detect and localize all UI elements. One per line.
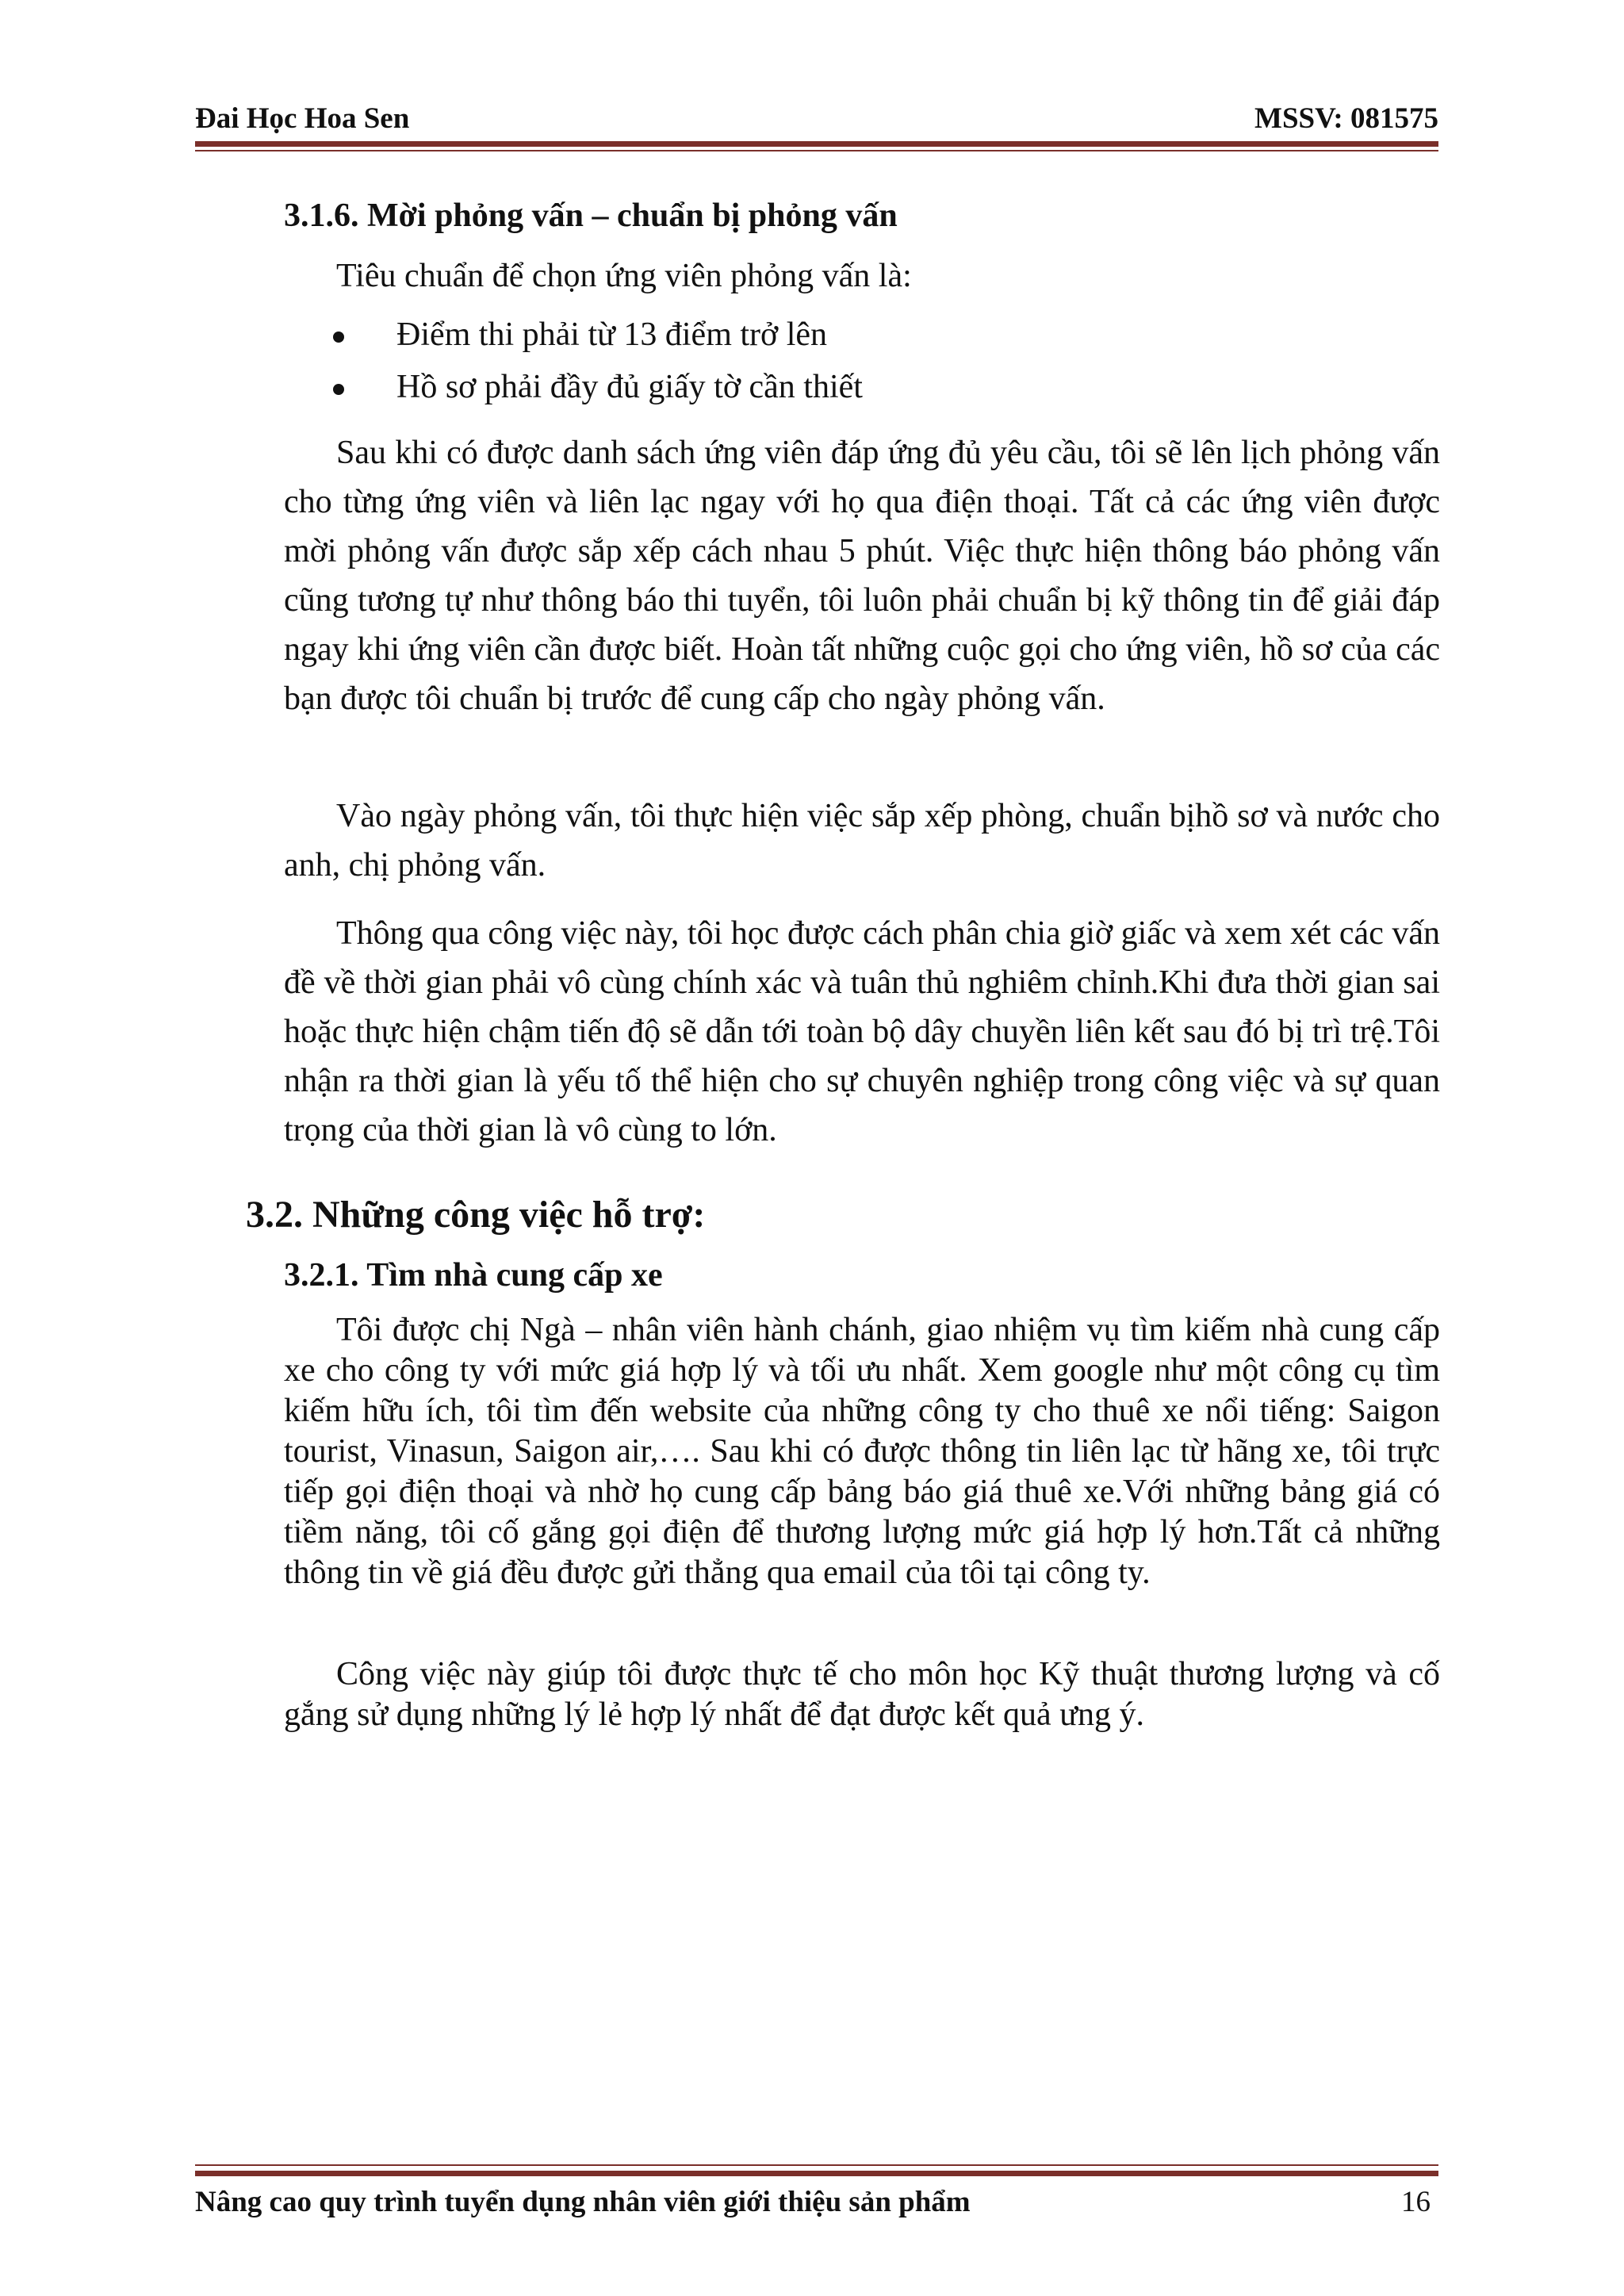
footer-rule-thin: [195, 2164, 1438, 2166]
list-item-text: Hồ sơ phải đầy đủ giấy tờ cần thiết: [396, 369, 863, 405]
section-3-2-heading: 3.2. Những công việc hỗ trợ:: [246, 1194, 706, 1236]
bullet-icon: [333, 332, 344, 343]
list-item-text: Điểm thi phải từ 13 điểm trở lên: [396, 316, 828, 353]
header-rule-thin: [195, 150, 1438, 151]
footer-title: Nâng cao quy trình tuyển dụng nhân viên giới thiệu sản phẩm: [195, 2186, 971, 2218]
page-number: 16: [1401, 2186, 1431, 2218]
paragraph: Sau khi có được danh sách ứng viên đáp ứng đủ yêu cầu, tôi sẽ lên lịch phỏng vấn cho từng ứng viên và liên lạc ngay với họ qua điện thoại. Tất cả các ứng viên được mời phỏng vấn được sắp xếp cách nhau 5 phút. Việc thực hiện thông báo phỏng vấn cũng tương tự như thông báo thi tuyển, tôi luôn phải chuẩn bị kỹ thông tin để giải đáp ngay khi ứng viên cần được biết. Hoàn tất những cuộc gọi cho ứng viên, hồ sơ của các bạn được tôi chuẩn bị trước để cung cấp cho ngày phỏng vấn.: [284, 435, 1440, 717]
footer-rule-thick: [195, 2171, 1438, 2176]
paragraph: Vào ngày phỏng vấn, tôi thực hiện việc sắp xếp phòng, chuẩn bịhồ sơ và nước cho anh, chị phỏng vấn.: [284, 798, 1440, 884]
header-school: Đai Học Hoa Sen: [195, 102, 410, 135]
section-3-2-1-heading: 3.2.1. Tìm nhà cung cấp xe: [284, 1257, 663, 1294]
paragraph: Tôi được chị Ngà – nhân viên hành chánh, giao nhiệm vụ tìm kiếm nhà cung cấp xe cho công ty với mức giá hợp lý và tối ưu nhất. Xem google như một công cụ tìm kiếm hữu ích, tôi tìm đến website của những công ty cho thuê xe nổi tiếng: Saigon tourist, Vinasun, Saigon air,…. Sau khi có được thông tin liên lạc từ hãng xe, tôi trực tiếp gọi điện thoại và nhờ họ cung cấp bảng báo giá thuê xe.Với những bảng giá có tiềm năng, tôi cố gắng gọi điện để thương lượng mức giá hợp lý hơn.Tất cả những thông tin về giá đều được gửi thẳng qua email của tôi tại công ty.: [284, 1312, 1440, 1591]
bullet-icon: [333, 384, 344, 395]
paragraph: Công việc này giúp tôi được thực tế cho môn học Kỹ thuật thương lượng và cố gắng sử dụng những lý lẻ hợp lý nhất để đạt được kết quả ưng ý.: [284, 1656, 1440, 1733]
header-student-id: MSSV: 081575: [1254, 102, 1438, 135]
page-header: [195, 98, 1438, 146]
criteria-intro: Tiêu chuẩn để chọn ứng viên phỏng vấn là:: [336, 258, 912, 294]
page-footer: [195, 2185, 1438, 2233]
paragraph: Thông qua công việc này, tôi học được cách phân chia giờ giấc và xem xét các vấn đề về thời gian phải vô cùng chính xác và tuân thủ nghiêm chỉnh.Khi đưa thời gian sai hoặc thực hiện chậm tiến độ sẽ dẫn tới toàn bộ dây chuyền liên kết sau đó bị trì trệ.Tôi nhận ra thời gian là yếu tố thể hiện cho sự chuyên nghiệp trong công việc và sự quan trọng của thời gian là vô cùng to lớn.: [284, 915, 1440, 1148]
section-3-1-6-heading: 3.1.6. Mời phỏng vấn – chuẩn bị phỏng vấn: [284, 197, 898, 234]
header-rule-thick: [195, 141, 1438, 147]
